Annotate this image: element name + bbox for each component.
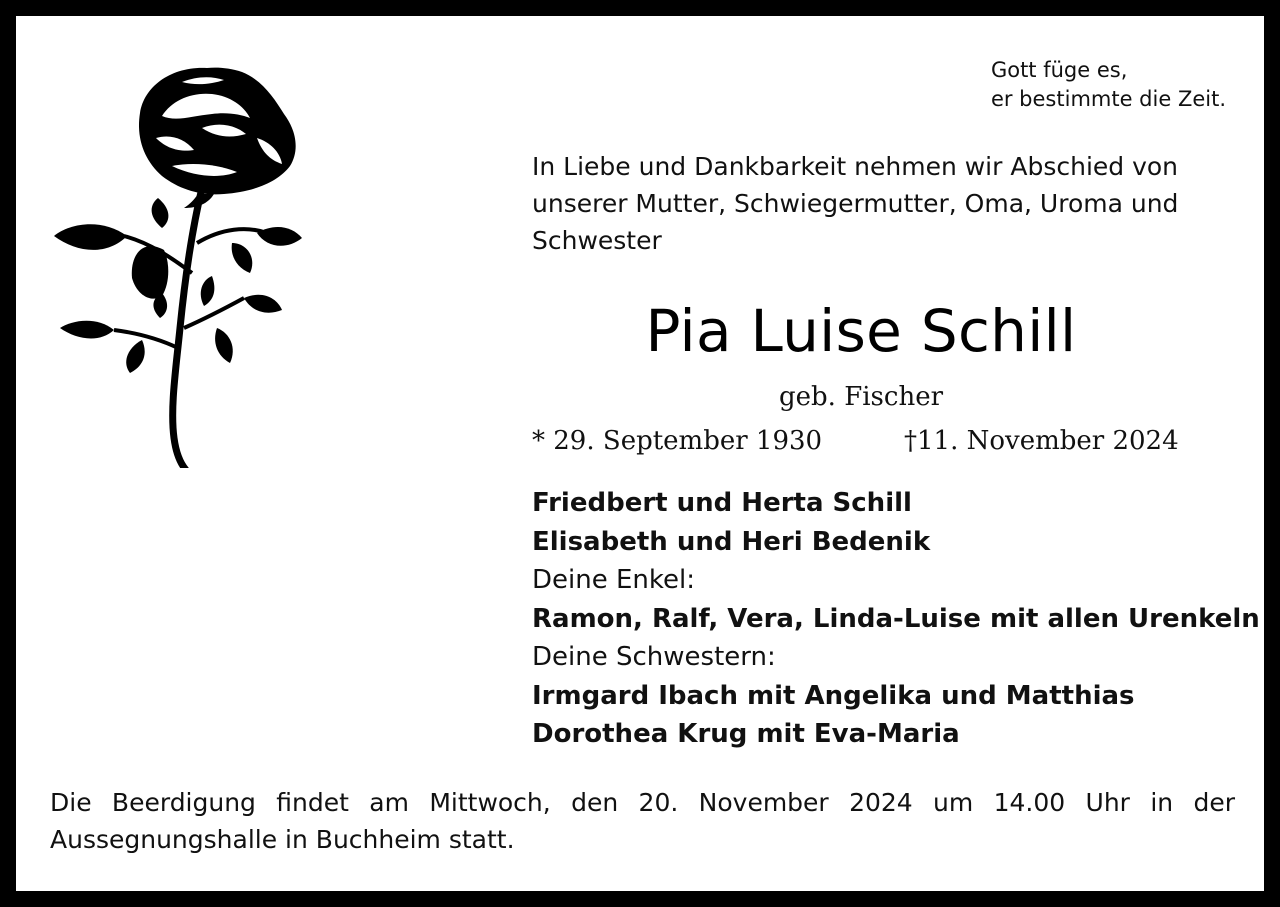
mourner-line: Ramon, Ralf, Vera, Linda-Luise mit allen Urenkeln xyxy=(532,603,1260,634)
mourners-list xyxy=(532,484,1260,754)
mourner-group-label: Deine Enkel: xyxy=(532,565,695,595)
mourner-line: Friedbert und Herta Schill xyxy=(532,488,912,518)
mourner-line: Dorothea Krug mit Eva-Maria xyxy=(532,719,960,749)
maiden-name: geb. Fischer xyxy=(778,382,944,412)
deceased-name: Pia Luise Schill xyxy=(645,297,1077,365)
bible-quote xyxy=(991,56,1226,114)
farewell-intro: In Liebe und Dankbarkeit nehmen wir Abschied von unserer Mutter, Schwiegermutter, Oma, Uroma und Schwester xyxy=(532,152,1179,255)
funeral-notice: Die Beerdigung findet am Mittwoch, den 20. November 2024 um 14.00 Uhr in der Aussegnungshalle in Buchheim statt. xyxy=(50,788,1235,854)
mourner-line: Elisabeth und Heri Bedenik xyxy=(532,526,931,557)
obituary-card xyxy=(16,16,1264,891)
quote-line-2: er bestimmte die Zeit. xyxy=(990,87,1226,111)
mourner-group-label: Deine Schwestern: xyxy=(532,642,776,672)
birth-date: * 29. September 1930 xyxy=(532,426,823,456)
quote-line-1: Gott füge es, xyxy=(990,58,1128,82)
death-date: †11. November 2024 xyxy=(904,426,1179,456)
rose-icon xyxy=(52,58,302,468)
mourner-line: Irmgard Ibach mit Angelika und Matthias xyxy=(532,680,1135,711)
